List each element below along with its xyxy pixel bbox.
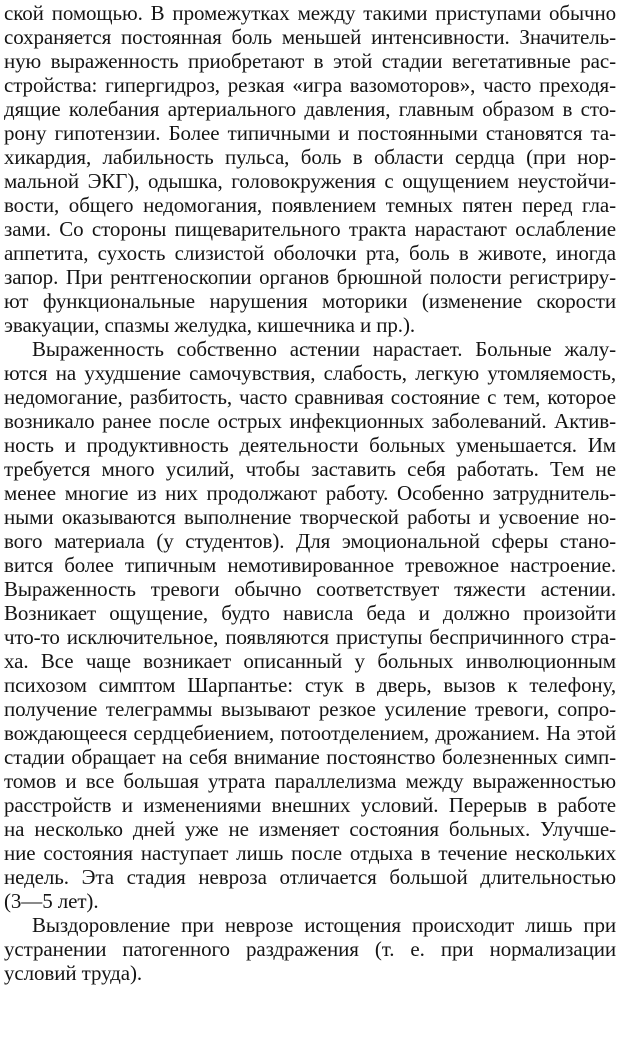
- text-line: дящие колебания артериального давления, главным образом в сто-: [4, 97, 616, 121]
- text-line: что-то исключительное, появляются приступы беспричинного стра-: [4, 625, 616, 649]
- text-line: эвакуации, спазмы желудка, кишечника и пр.).: [4, 313, 415, 337]
- text-line: ную выраженность приобретают в этой стадии вегетативные рас-: [4, 49, 616, 73]
- text-line: томов и все большая утрата параллелизма между выраженностью: [4, 769, 616, 793]
- text-line: получение телеграммы вызывают резкое усиление тревоги, сопро-: [4, 697, 616, 721]
- text-line: психозом симптом Шарпантье: стук в дверь, вызов к телефону,: [4, 673, 616, 697]
- text-line: на несколько дней уже не изменяет состояния больных. Улучше-: [4, 817, 616, 841]
- text-line: аппетита, сухость слизистой оболочки рта, боль в животе, иногда: [4, 241, 616, 265]
- text-line: зами. Со стороны пищеварительного тракта нарастают ослабление: [4, 217, 616, 241]
- text-line: условий труда).: [4, 961, 143, 985]
- text-line: требуется много усилий, чтобы заставить себя работать. Тем не: [4, 457, 616, 481]
- text-line: ние состояния наступает лишь после отдыха в течение нескольких: [4, 841, 616, 865]
- text-line: ность и продуктивность деятельности больных уменьшается. Им: [4, 433, 616, 457]
- text-line: Возникает ощущение, будто нависла беда и должно произойти: [4, 601, 616, 625]
- text-line: хикардия, лабильность пульса, боль в области сердца (при нор-: [4, 145, 616, 169]
- text-line: вождающееся сердцебиением, потоотделением, дрожанием. На этой: [4, 721, 616, 745]
- text-line: стройства: гипергидроз, резкая «игра вазомоторов», часто преходя-: [4, 73, 616, 97]
- text-line: недомогание, разбитость, часто сравнивая состояние с тем, которое: [4, 385, 616, 409]
- text-line: (3—5 лет).: [4, 889, 99, 913]
- text-line: рону гипотензии. Более типичными и постоянными становятся та-: [4, 121, 616, 145]
- text-line: ют функциональные нарушения моторики (изменение скорости: [4, 289, 616, 313]
- text-line: стадии обращает на себя внимание постоянство болезненных симп-: [4, 745, 616, 769]
- text-line: сохраняется постоянная боль меньшей интенсивности. Значитель-: [4, 25, 616, 49]
- text-line: Выздоровление при неврозе истощения происходит лишь при: [32, 913, 616, 937]
- text-line: мальной ЭКГ), одышка, головокружения с ощущением неустойчи-: [4, 169, 616, 193]
- text-line: расстройств и изменениями внешних условий. Перерыв в работе: [4, 793, 616, 817]
- text-line: вого материала (у студентов). Для эмоциональной сферы стано-: [4, 529, 616, 553]
- text-line: вости, общего недомогания, появлением темных пятен перед гла-: [4, 193, 616, 217]
- text-line: ской помощью. В промежутках между такими приступами обычно: [4, 1, 616, 25]
- text-line: Выраженность собственно астении нарастает. Больные жалу-: [32, 337, 616, 361]
- text-line: менее многие из них продолжают работу. Особенно затруднитель-: [4, 481, 616, 505]
- text-line: вится более типичным немотивированное тревожное настроение.: [4, 553, 616, 577]
- text-line: ными оказываются выполнение творческой работы и усвоение но-: [4, 505, 616, 529]
- text-line: недель. Эта стадия невроза отличается большой длительностью: [4, 865, 616, 889]
- text-line: ются на ухудшение самочувствия, слабость, легкую утомляемость,: [4, 361, 616, 385]
- text-line: возникало ранее после острых инфекционных заболеваний. Актив-: [4, 409, 616, 433]
- text-line: ха. Все чаще возникает описанный у больных инволюционным: [4, 649, 616, 673]
- text-line: устранении патогенного раздражения (т. е. при нормализации: [4, 937, 616, 961]
- text-line: Выраженность тревоги обычно соответствует тяжести астении.: [4, 577, 616, 601]
- text-line: запор. При рентгеноскопии органов брюшной полости регистриру-: [4, 265, 616, 289]
